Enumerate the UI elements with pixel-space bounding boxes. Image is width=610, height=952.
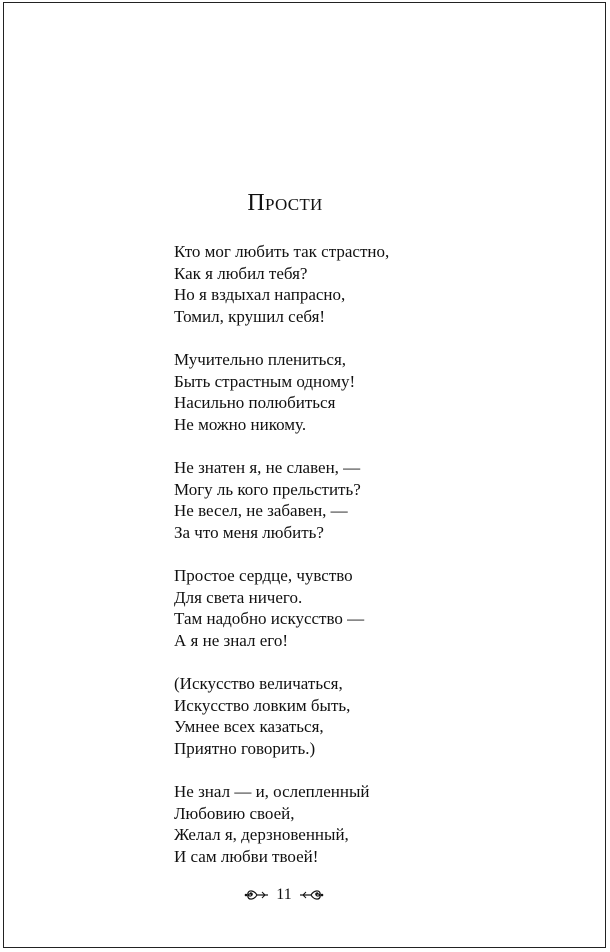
poem-line: Не знал — и, ослепленный [174, 782, 370, 801]
poem-line: И сам любви твоей! [174, 846, 319, 866]
poem-line: Желал я, дерзновенный, [174, 825, 349, 844]
poem-line: Мучительно плениться, [174, 350, 347, 369]
page-number: 11 [276, 886, 292, 904]
poem-line: Не весел, не забавен, — [174, 501, 348, 520]
stanza [174, 673, 554, 759]
poem-line: Приятно говорить.) [174, 738, 316, 758]
poem-line: Но я вздыхал напрасно, [174, 285, 346, 304]
poem-line: Там надобно искусство — [174, 609, 365, 628]
poem-line: Не можно никому. [174, 414, 307, 434]
poem-line: Простое сердце, чувство [174, 566, 353, 585]
stanza [174, 781, 554, 867]
fleuron-left-icon [244, 887, 270, 903]
poem-line: Томил, крушил себя! [174, 306, 326, 326]
poem-line: Умнее всех казаться, [174, 717, 324, 736]
poem-title: Прости [247, 190, 323, 216]
poem-line: Как я любил тебя? [174, 263, 308, 283]
poem-line: Любовию своей, [174, 803, 295, 823]
poem-line: Насильно полюбиться [174, 393, 336, 412]
poem-line: Не знатен я, не славен, — [174, 458, 361, 477]
poem-line: Для света ничего. [174, 587, 303, 607]
poem-line: Искусство ловким быть, [174, 695, 351, 715]
poem-line: Быть страстным одному! [174, 371, 356, 391]
page-footer [0, 884, 568, 906]
poem-line: А я не знал его! [174, 630, 288, 650]
stanza [174, 349, 554, 435]
fleuron-right-icon [298, 887, 324, 903]
poem-body [174, 241, 554, 889]
poem-line: (Искусство величаться, [174, 674, 343, 693]
stanza [174, 457, 554, 543]
stanza [174, 241, 554, 327]
poem-line: Кто мог любить так страстно, [174, 242, 390, 261]
poem-line: За что меня любить? [174, 522, 324, 542]
stanza [174, 565, 554, 651]
poem-line: Могу ль кого прельстить? [174, 479, 361, 499]
